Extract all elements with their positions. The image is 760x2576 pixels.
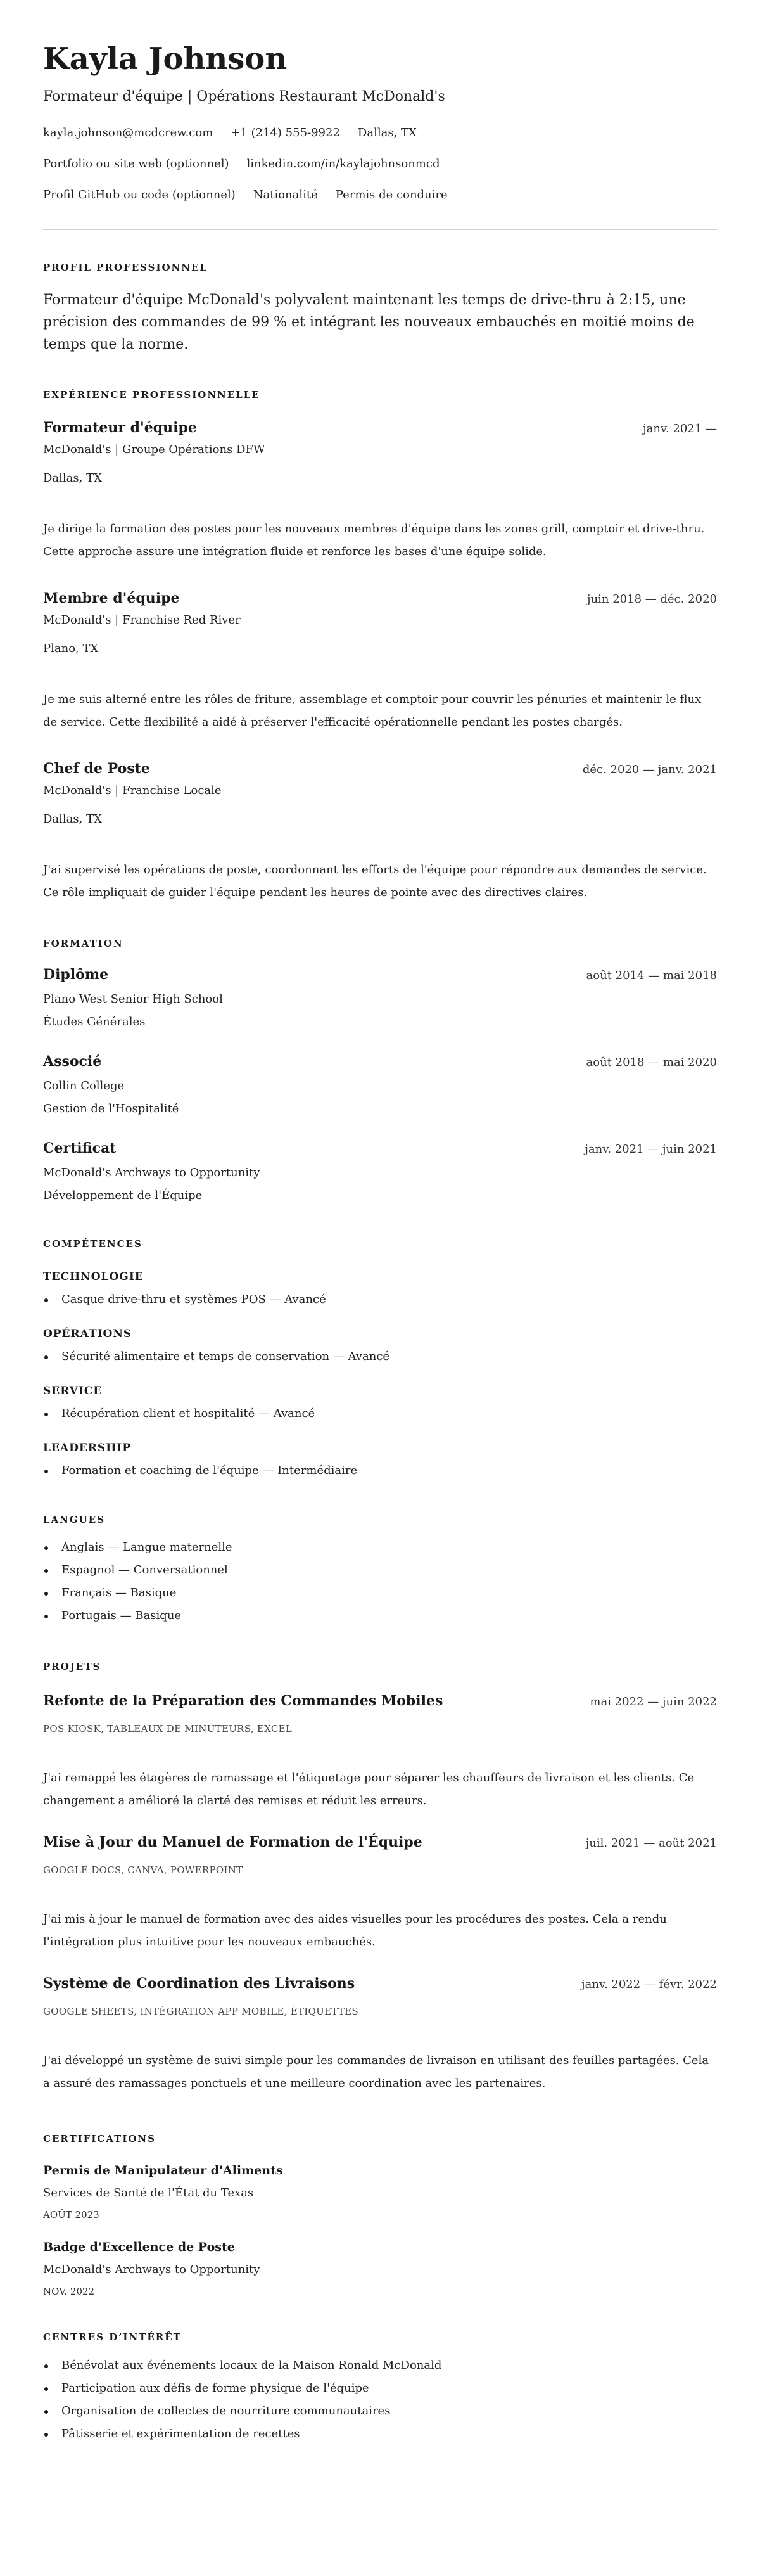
- job-date: juin 2018 — déc. 2020: [586, 593, 717, 606]
- candidate-headline: Formateur d'équipe | Opérations Restaurant McDonald's: [43, 89, 445, 105]
- section-title: PROJETS: [43, 1661, 101, 1672]
- section-title: COMPÉTENCES: [43, 1238, 142, 1250]
- education-entry: [43, 1139, 717, 1205]
- project-title: Système de Coordination des Livraisons: [43, 1975, 355, 1992]
- degree: Diplôme: [43, 966, 109, 983]
- skill-item: Formation et coaching de l'équipe — Intermédiaire: [43, 1461, 717, 1480]
- school: McDonald's Archways to Opportunity: [43, 1166, 260, 1179]
- contact-nationality: Nationalité: [253, 188, 318, 202]
- skill-category: OPÉRATIONS: [43, 1328, 132, 1340]
- contact-row: [43, 155, 717, 174]
- job-description: Je me suis alterné entre les rôles de friture, assemblage et comptoir pour couvrir les pénuries et maintenir le flux de service. Cette flexibilité a aidé à préserver l'efficacité opérationnelle pendant les postes chargés.: [43, 693, 702, 729]
- contact-email[interactable]: kayla.johnson@mcdcrew.com: [43, 126, 213, 139]
- interest-item: Organisation de collectes de nourriture communautaires: [43, 2400, 717, 2423]
- skill-item: Récupération client et hospitalité — Avancé: [43, 1404, 717, 1423]
- job-title: Formateur d'équipe: [43, 420, 197, 436]
- certification-entry: [43, 2162, 717, 2221]
- school: Collin College: [43, 1079, 125, 1093]
- skill-list: [43, 1404, 717, 1423]
- education-entry: [43, 965, 717, 1031]
- job-entry: [43, 418, 717, 563]
- profile-section: [43, 261, 717, 356]
- project-tags: GOOGLE SHEETS, INTÉGRATION APP MOBILE, ÉTIQUETTES: [43, 2006, 359, 2017]
- language-item: Français — Basique: [43, 1582, 717, 1605]
- job-company: McDonald's | Franchise Red River: [43, 613, 241, 627]
- project-date: juil. 2021 — août 2021: [585, 1836, 717, 1850]
- degree: Certificat: [43, 1140, 117, 1157]
- contact-linkedin[interactable]: linkedin.com/in/kaylajohnsonmcd: [246, 157, 440, 170]
- section-title: LANGUES: [43, 1514, 106, 1525]
- languages-section: [43, 1513, 717, 1627]
- project-date: mai 2022 — juin 2022: [590, 1695, 717, 1708]
- education-date: août 2018 — mai 2020: [586, 1056, 717, 1069]
- field-of-study: Développement de l'Équipe: [43, 1189, 203, 1202]
- job-title: Membre d'équipe: [43, 590, 180, 606]
- job-description: Je dirige la formation des postes pour les nouveaux membres d'équipe dans les zones grill, comptoir et drive-thru. Cette approche assure une intégration fluide et renforce les bases d'une équipe solide.: [43, 522, 705, 558]
- contact-driving-license: Permis de conduire: [335, 188, 448, 202]
- education-section: [43, 937, 717, 1205]
- job-location: Dallas, TX: [43, 812, 102, 826]
- school: Plano West Senior High School: [43, 992, 223, 1006]
- job-company: McDonald's | Groupe Opérations DFW: [43, 443, 265, 456]
- language-list: [43, 1536, 717, 1627]
- contact-portfolio[interactable]: Portfolio ou site web (optionnel): [43, 157, 229, 170]
- job-date: déc. 2020 — janv. 2021: [582, 763, 717, 776]
- section-title: CERTIFICATIONS: [43, 2133, 156, 2144]
- job-location: Dallas, TX: [43, 471, 102, 485]
- skill-list: [43, 1461, 717, 1480]
- project-tags: GOOGLE DOCS, CANVA, POWERPOINT: [43, 1864, 243, 1876]
- project-description: J'ai remappé les étagères de ramassage et l'étiquetage pour séparer les chauffeurs de livraison et les clients. Ce changement a amélioré la clarté des remises et réduit les erreurs.: [43, 1771, 695, 1807]
- skill-list: [43, 1290, 717, 1309]
- contact-location: Dallas, TX: [357, 126, 417, 139]
- language-item: Portugais — Basique: [43, 1605, 717, 1627]
- contact-phone[interactable]: +1 (214) 555-9922: [231, 126, 340, 139]
- skill-item: Casque drive-thru et systèmes POS — Avancé: [43, 1290, 717, 1309]
- field-of-study: Gestion de l'Hospitalité: [43, 1102, 179, 1115]
- certification-name: Badge d'Excellence de Poste: [43, 2240, 235, 2254]
- projects-section: [43, 1660, 717, 2095]
- section-title: CENTRES D’INTÉRÊT: [43, 2331, 182, 2343]
- skill-item: Sécurité alimentaire et temps de conservation — Avancé: [43, 1347, 717, 1366]
- certification-name: Permis de Manipulateur d'Aliments: [43, 2163, 283, 2177]
- skill-category: LEADERSHIP: [43, 1442, 132, 1454]
- section-title: PROFIL PROFESSIONNEL: [43, 262, 208, 273]
- project-entry: [43, 1691, 717, 1812]
- certification-entry: [43, 2239, 717, 2298]
- certification-date: NOV. 2022: [43, 2286, 95, 2297]
- field-of-study: Études Générales: [43, 1015, 146, 1028]
- contact-row: [43, 186, 717, 205]
- skills-section: [43, 1238, 717, 1480]
- education-date: janv. 2021 — juin 2021: [585, 1143, 717, 1156]
- resume-header: [43, 41, 717, 205]
- job-title: Chef de Poste: [43, 760, 150, 777]
- skill-category: SERVICE: [43, 1385, 103, 1397]
- certification-date: AOÛT 2023: [43, 2209, 99, 2220]
- experience-section: [43, 388, 717, 904]
- section-title: FORMATION: [43, 938, 124, 949]
- job-entry: [43, 759, 717, 904]
- candidate-name: Kayla Johnson: [43, 41, 288, 77]
- project-title: Refonte de la Préparation des Commandes Mobiles: [43, 1693, 443, 1709]
- project-entry: [43, 1974, 717, 2095]
- profile-summary: Formateur d'équipe McDonald's polyvalent maintenant les temps de drive-thru à 2:15, une précision des commandes de 99 % et intégrant les nouveaux embauchés en moitié moins de temps que la norme.: [43, 292, 695, 352]
- project-date: janv. 2022 — févr. 2022: [581, 1978, 717, 1991]
- degree: Associé: [43, 1053, 102, 1070]
- language-item: Espagnol — Conversationnel: [43, 1559, 717, 1582]
- contact-row: [43, 124, 717, 143]
- skill-category: TECHNOLOGIE: [43, 1271, 144, 1283]
- job-date: janv. 2021 —: [643, 422, 717, 435]
- header-divider: [43, 229, 717, 230]
- project-description: J'ai développé un système de suivi simple pour les commandes de livraison en utilisant des feuilles partagées. Cela a assuré des ramassages ponctuels et une meilleure coordination avec les partenaires.: [43, 2054, 709, 2090]
- project-title: Mise à Jour du Manuel de Formation de l'Équipe: [43, 1834, 422, 1850]
- education-date: août 2014 — mai 2018: [586, 969, 717, 982]
- interest-item: Participation aux défis de forme physique de l'équipe: [43, 2377, 717, 2400]
- education-entry: [43, 1052, 717, 1118]
- interest-item: Bénévolat aux événements locaux de la Maison Ronald McDonald: [43, 2354, 717, 2377]
- certification-issuer: Services de Santé de l'État du Texas: [43, 2186, 254, 2200]
- project-description: J'ai mis à jour le manuel de formation avec des aides visuelles pour les procédures des postes. Cela a rendu l'intégration plus intuitive pour les nouveaux embauchés.: [43, 1913, 667, 1949]
- skill-list: [43, 1347, 717, 1366]
- language-item: Anglais — Langue maternelle: [43, 1536, 717, 1559]
- section-title: EXPÉRIENCE PROFESSIONNELLE: [43, 389, 260, 400]
- interest-item: Pâtisserie et expérimentation de recettes: [43, 2423, 717, 2445]
- contact-github[interactable]: Profil GitHub ou code (optionnel): [43, 188, 236, 202]
- job-location: Plano, TX: [43, 642, 99, 655]
- project-tags: POS KIOSK, TABLEAUX DE MINUTEURS, EXCEL: [43, 1723, 293, 1734]
- certifications-section: [43, 2132, 717, 2298]
- job-company: McDonald's | Franchise Locale: [43, 784, 222, 797]
- job-description: J'ai supervisé les opérations de poste, coordonnant les efforts de l'équipe pour répondre aux demandes de service. Ce rôle impliquait de guider l'équipe pendant les heures de pointe avec des directives claires.: [43, 863, 707, 899]
- project-entry: [43, 1833, 717, 1954]
- certification-issuer: McDonald's Archways to Opportunity: [43, 2263, 260, 2276]
- interest-list: [43, 2354, 717, 2445]
- interests-section: [43, 2331, 717, 2445]
- job-entry: [43, 589, 717, 734]
